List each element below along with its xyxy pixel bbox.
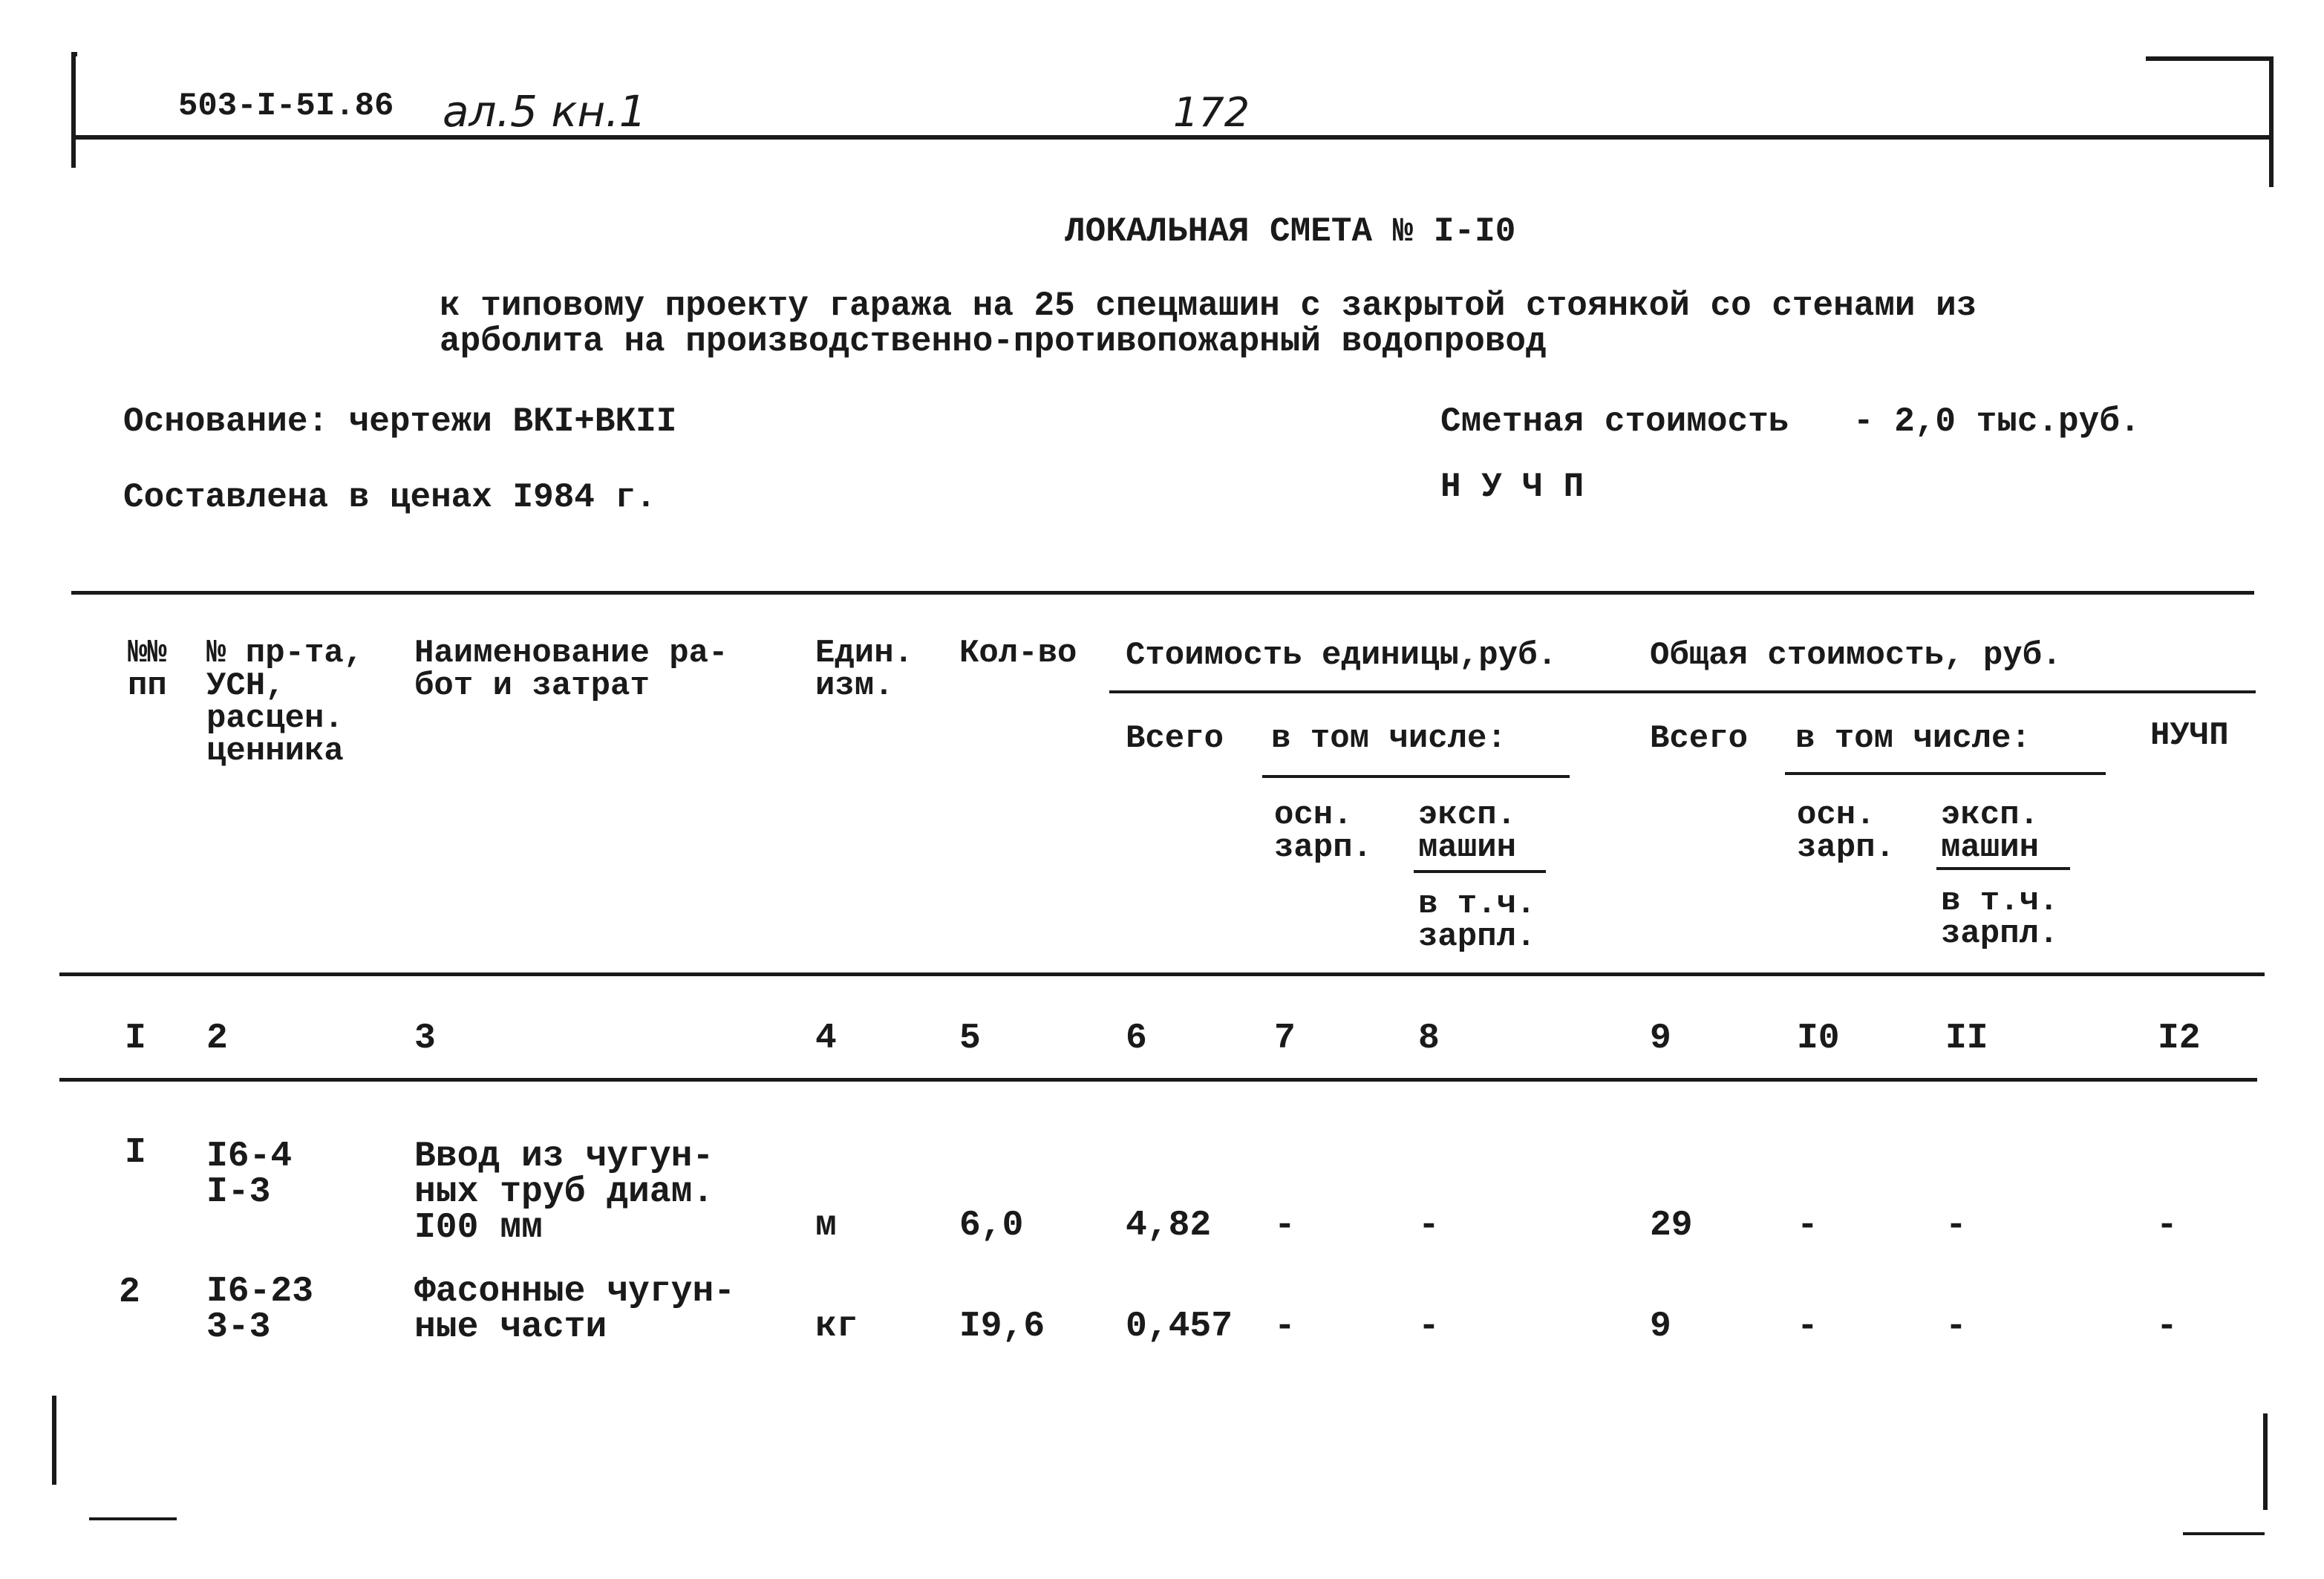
header-total-incl-wage: в т.ч. зарпл. bbox=[1941, 883, 2059, 952]
frame-bottom-left-tick bbox=[89, 1517, 177, 1520]
row-unit-machines: - bbox=[1418, 1206, 1440, 1246]
total-machines-rule bbox=[1936, 867, 2070, 870]
page-number: 172 bbox=[1173, 89, 1250, 136]
row-unit-base-wage: - bbox=[1274, 1307, 1296, 1347]
header-nuchp: НУЧП bbox=[2150, 717, 2229, 754]
table-top-rule bbox=[71, 591, 2254, 595]
row-total: 29 bbox=[1650, 1206, 1693, 1246]
frame-top-left bbox=[71, 52, 76, 168]
header-work-name: Наименование ра- бот и затрат bbox=[414, 635, 728, 704]
row-quantity: 6,0 bbox=[959, 1206, 1024, 1246]
total-incl-rule bbox=[1785, 772, 2106, 775]
row-unit: кг bbox=[815, 1307, 858, 1347]
row-unit: м bbox=[815, 1206, 837, 1246]
column-number-8: 8 bbox=[1418, 1019, 1440, 1059]
column-number-12: I2 bbox=[2158, 1019, 2201, 1059]
header-quantity: Кол-во bbox=[959, 635, 1077, 672]
row-work-name: Ввод из чугун- ных труб диам. I00 мм bbox=[414, 1137, 714, 1248]
header-row-number: №№ пп bbox=[128, 635, 167, 704]
frame-bottom-right-tick bbox=[2183, 1532, 2265, 1535]
row-unit-base-wage: - bbox=[1274, 1206, 1296, 1246]
header-unit-machines: эксп. машин bbox=[1418, 797, 1517, 866]
column-number-5: 5 bbox=[959, 1019, 981, 1059]
header-total-cost-group: Общая стоимость, руб. bbox=[1650, 637, 2062, 674]
total-cost-group-rule bbox=[1525, 690, 2256, 693]
row-nuchp: - bbox=[2156, 1206, 2178, 1246]
header-rule bbox=[71, 135, 2274, 140]
cost-label: Сметная стоимость bbox=[1440, 402, 1789, 441]
frame-bottom-left bbox=[52, 1396, 56, 1485]
unit-machines-rule bbox=[1414, 870, 1546, 873]
column-numbers-bottom-rule bbox=[59, 1078, 2257, 1082]
column-number-11: II bbox=[1945, 1019, 1988, 1059]
nuchp-label: Н У Ч П bbox=[1440, 468, 1584, 506]
header-total-incl: в том числе: bbox=[1795, 720, 2031, 757]
frame-top-right bbox=[2269, 56, 2274, 187]
frame-bottom-right bbox=[2263, 1413, 2268, 1510]
row-unit-machines: - bbox=[1418, 1307, 1440, 1347]
column-number-3: 3 bbox=[414, 1019, 436, 1059]
header-unit-cost-group: Стоимость единицы,руб. bbox=[1126, 637, 1557, 674]
column-number-6: 6 bbox=[1126, 1019, 1147, 1059]
cost-value: - 2,0 тыс.руб. bbox=[1853, 402, 2141, 441]
row-unit-total: 4,82 bbox=[1126, 1206, 1212, 1246]
document-title: ЛОКАЛЬНАЯ СМЕТА № I-I0 bbox=[1065, 212, 1516, 251]
row-number: 2 bbox=[119, 1272, 140, 1312]
prices-text: Составлена в ценах I984 г. bbox=[123, 478, 656, 517]
column-number-7: 7 bbox=[1274, 1019, 1296, 1059]
basis-text: Основание: чертежи ВКI+ВКII bbox=[123, 402, 677, 441]
header-total-machines: эксп. машин bbox=[1941, 797, 2040, 866]
row-total-machines: - bbox=[1945, 1206, 1967, 1246]
row-quantity: I9,6 bbox=[959, 1307, 1045, 1347]
unit-cost-group-rule bbox=[1109, 690, 1525, 693]
header-unit-incl: в том числе: bbox=[1271, 720, 1507, 757]
header-bottom-rule bbox=[59, 972, 2265, 976]
handwritten-note: ал.5 кн.1 bbox=[443, 86, 647, 137]
row-code: I6-23 3-3 bbox=[206, 1272, 314, 1347]
document-code: 503-I-5I.86 bbox=[178, 88, 394, 125]
column-number-2: 2 bbox=[206, 1019, 228, 1059]
header-unit-total: Всего bbox=[1126, 720, 1224, 757]
unit-incl-rule bbox=[1262, 775, 1570, 778]
header-unit: Един. изм. bbox=[815, 635, 914, 704]
row-total-machines: - bbox=[1945, 1307, 1967, 1347]
row-total-base-wage: - bbox=[1797, 1307, 1818, 1347]
header-project-code: № пр-та, УСН, расцен. ценника bbox=[206, 635, 364, 770]
row-unit-total: 0,457 bbox=[1126, 1307, 1233, 1347]
header-total-sum: Всего bbox=[1650, 720, 1749, 757]
frame-top-left-horizontal bbox=[71, 52, 77, 56]
header-unit-incl-wage: в т.ч. зарпл. bbox=[1418, 886, 1536, 955]
subtitle-line-2: арболита на производственно-противопожарный водопровод bbox=[440, 322, 1547, 361]
row-work-name: Фасонные чугун- ные части bbox=[414, 1272, 736, 1347]
row-code: I6-4 I-3 bbox=[206, 1137, 293, 1212]
column-number-4: 4 bbox=[815, 1019, 837, 1059]
frame-top-right-horizontal bbox=[2146, 56, 2274, 61]
row-total-base-wage: - bbox=[1797, 1206, 1818, 1246]
row-nuchp: - bbox=[2156, 1307, 2178, 1347]
row-total: 9 bbox=[1650, 1307, 1671, 1347]
header-unit-base-wage: осн. зарп. bbox=[1274, 797, 1373, 866]
subtitle-line-1: к типовому проекту гаража на 25 спецмашин с закрытой стоянкой со стенами из bbox=[440, 287, 1977, 325]
column-number-10: I0 bbox=[1797, 1019, 1840, 1059]
column-number-9: 9 bbox=[1650, 1019, 1671, 1059]
column-number-1: I bbox=[125, 1019, 146, 1059]
row-number: I bbox=[125, 1133, 146, 1173]
header-total-base-wage: осн. зарп. bbox=[1797, 797, 1896, 866]
